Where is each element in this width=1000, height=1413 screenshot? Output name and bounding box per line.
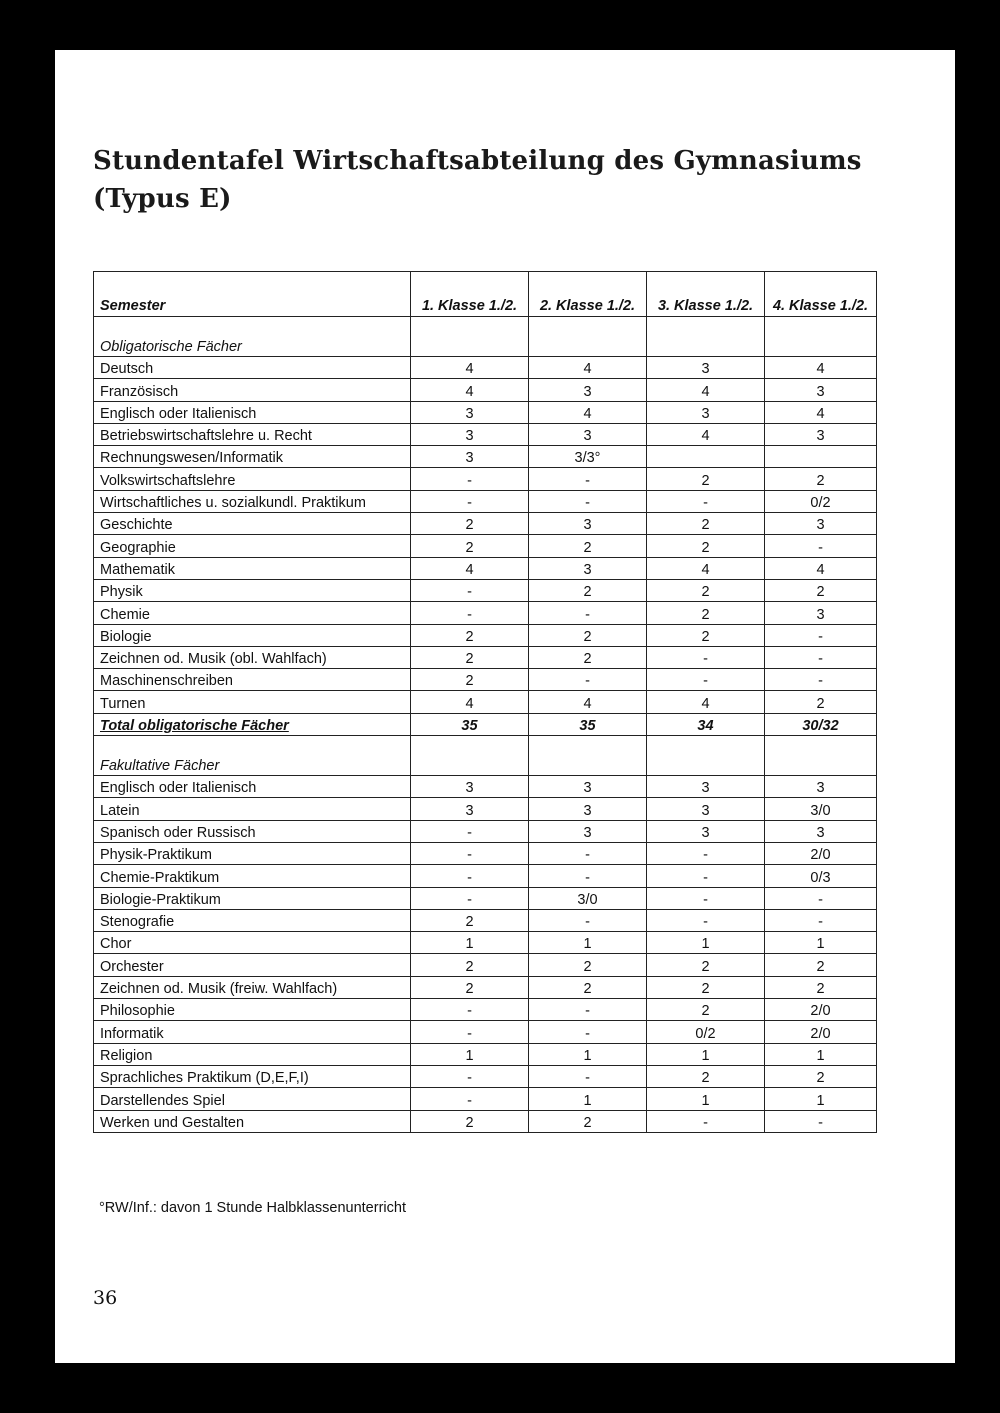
hours-cell: 4 <box>411 357 529 379</box>
table-row <box>94 842 877 864</box>
hours-cell: - <box>647 1110 765 1132</box>
hours-cell: - <box>765 1110 877 1132</box>
page-title <box>93 142 862 218</box>
table-row <box>94 646 877 668</box>
table-row <box>94 401 877 423</box>
subject-cell: Zeichnen od. Musik (obl. Wahlfach) <box>94 646 411 668</box>
hours-cell: 2 <box>647 976 765 998</box>
hours-cell: - <box>411 865 529 887</box>
hours-cell: - <box>411 820 529 842</box>
hours-cell: - <box>529 468 647 490</box>
document-page <box>55 50 955 1363</box>
subject-cell: Biologie <box>94 624 411 646</box>
hours-cell: 3/0 <box>765 798 877 820</box>
subject-cell: Turnen <box>94 691 411 713</box>
hours-cell: 1 <box>765 1088 877 1110</box>
subject-cell: Deutsch <box>94 357 411 379</box>
hours-cell: 2 <box>411 513 529 535</box>
hours-cell: 2 <box>647 999 765 1021</box>
hours-cell: 2 <box>647 468 765 490</box>
hours-cell: 3 <box>411 423 529 445</box>
hours-cell: - <box>529 909 647 931</box>
subject-cell: Mathematik <box>94 557 411 579</box>
hours-cell: 2 <box>411 1110 529 1132</box>
hours-cell: - <box>765 909 877 931</box>
hours-cell: 2 <box>765 468 877 490</box>
section-row-obligatory <box>94 317 877 357</box>
hours-cell: 2 <box>529 954 647 976</box>
table-row <box>94 468 877 490</box>
hours-cell: 4 <box>411 557 529 579</box>
table-row <box>94 423 877 445</box>
hours-cell: 1 <box>411 1043 529 1065</box>
table-row <box>94 602 877 624</box>
hours-cell: 4 <box>647 423 765 445</box>
hours-cell: 30/32 <box>765 713 877 735</box>
table-row <box>94 776 877 798</box>
hours-cell: 3 <box>765 776 877 798</box>
hours-cell: - <box>411 999 529 1021</box>
hours-cell: 2 <box>529 624 647 646</box>
hours-cell: - <box>647 669 765 691</box>
hours-cell: 2 <box>647 535 765 557</box>
hours-cell: 2 <box>647 579 765 601</box>
section-row-optional <box>94 736 877 776</box>
table-row <box>94 976 877 998</box>
section-label-obligatory: Obligatorische Fächer <box>94 317 411 357</box>
hours-cell: 2 <box>765 1065 877 1087</box>
hours-cell: - <box>765 535 877 557</box>
hours-cell: 35 <box>411 713 529 735</box>
table-row <box>94 557 877 579</box>
hours-cell: - <box>647 865 765 887</box>
hours-cell: 2 <box>411 624 529 646</box>
hours-cell: 2 <box>529 1110 647 1132</box>
hours-cell: 2 <box>647 1065 765 1087</box>
subject-cell: Werken und Gestalten <box>94 1110 411 1132</box>
hours-cell: - <box>529 865 647 887</box>
table-row <box>94 1110 877 1132</box>
header-semester: Semester <box>94 272 411 317</box>
table-row <box>94 1021 877 1043</box>
subject-cell: Geschichte <box>94 513 411 535</box>
subject-cell: Chor <box>94 932 411 954</box>
hours-cell: 2 <box>765 691 877 713</box>
subject-cell: Englisch oder Italienisch <box>94 776 411 798</box>
table-row <box>94 1088 877 1110</box>
hours-cell: 1 <box>647 1043 765 1065</box>
hours-cell: - <box>411 1088 529 1110</box>
subject-cell: Total obligatorische Fächer <box>94 713 411 735</box>
table-row <box>94 669 877 691</box>
header-klasse-3: 3. Klasse 1./2. <box>647 272 765 317</box>
hours-cell: 0/3 <box>765 865 877 887</box>
table-row <box>94 932 877 954</box>
hours-cell: 4 <box>411 691 529 713</box>
hours-cell: 3/3° <box>529 446 647 468</box>
subject-cell: Wirtschaftliches u. sozialkundl. Praktikum <box>94 490 411 512</box>
hours-cell: 2/0 <box>765 1021 877 1043</box>
hours-cell: 2 <box>411 909 529 931</box>
hours-cell: - <box>647 646 765 668</box>
page-number: 36 <box>93 1287 118 1309</box>
table-row <box>94 579 877 601</box>
table-row <box>94 513 877 535</box>
hours-cell: 2 <box>411 976 529 998</box>
subject-cell: Informatik <box>94 1021 411 1043</box>
hours-cell: 1 <box>765 1043 877 1065</box>
hours-cell: 3 <box>765 602 877 624</box>
hours-cell: 3 <box>529 776 647 798</box>
table-row <box>94 798 877 820</box>
subject-cell: Sprachliches Praktikum (D,E,F,I) <box>94 1065 411 1087</box>
table-row <box>94 624 877 646</box>
hours-cell: - <box>647 909 765 931</box>
subject-cell: Maschinenschreiben <box>94 669 411 691</box>
hours-cell: - <box>411 490 529 512</box>
table-row <box>94 379 877 401</box>
hours-cell: - <box>529 842 647 864</box>
title-line-1: Stundentafel Wirtschaftsabteilung des Gymnasiums <box>93 146 862 176</box>
footnote: °RW/Inf.: davon 1 Stunde Halbklassenunterricht <box>99 1200 406 1216</box>
subject-cell: Chemie <box>94 602 411 624</box>
header-klasse-4: 4. Klasse 1./2. <box>765 272 877 317</box>
hours-cell: 4 <box>647 557 765 579</box>
hours-cell: 4 <box>529 357 647 379</box>
hours-cell: 3 <box>647 820 765 842</box>
hours-cell: - <box>647 490 765 512</box>
hours-cell: 2 <box>765 976 877 998</box>
hours-cell <box>765 446 877 468</box>
hours-cell: 4 <box>647 379 765 401</box>
hours-cell: 3 <box>765 820 877 842</box>
hours-cell: 2 <box>529 535 647 557</box>
hours-cell: 1 <box>647 1088 765 1110</box>
hours-cell: 3/0 <box>529 887 647 909</box>
table-body <box>94 317 877 1133</box>
hours-cell: 3 <box>765 513 877 535</box>
hours-cell: 3 <box>647 401 765 423</box>
hours-cell: 4 <box>765 401 877 423</box>
hours-cell: - <box>411 1021 529 1043</box>
hours-cell <box>647 446 765 468</box>
subject-cell: Betriebswirtschaftslehre u. Recht <box>94 423 411 445</box>
hours-cell: 0/2 <box>765 490 877 512</box>
subject-cell: Zeichnen od. Musik (freiw. Wahlfach) <box>94 976 411 998</box>
hours-cell: 3 <box>647 357 765 379</box>
hours-cell: 2 <box>411 535 529 557</box>
total-row <box>94 713 877 735</box>
header-klasse-2: 2. Klasse 1./2. <box>529 272 647 317</box>
hours-cell: 3 <box>411 446 529 468</box>
subject-cell: Orchester <box>94 954 411 976</box>
hours-cell: - <box>765 624 877 646</box>
subject-cell: Physik <box>94 579 411 601</box>
table-row <box>94 1043 877 1065</box>
hours-cell: - <box>529 669 647 691</box>
subject-cell: Biologie-Praktikum <box>94 887 411 909</box>
hours-cell: 1 <box>411 932 529 954</box>
subject-cell: Volkswirtschaftslehre <box>94 468 411 490</box>
table-row <box>94 1065 877 1087</box>
hours-cell: 2 <box>529 976 647 998</box>
hours-cell: 34 <box>647 713 765 735</box>
hours-cell: - <box>529 602 647 624</box>
hours-cell: - <box>647 842 765 864</box>
hours-cell: - <box>529 1021 647 1043</box>
subject-cell: Latein <box>94 798 411 820</box>
hours-cell: 3 <box>765 423 877 445</box>
hours-cell: 2 <box>647 513 765 535</box>
table-row <box>94 909 877 931</box>
hours-cell: 2 <box>647 624 765 646</box>
subject-cell: Geographie <box>94 535 411 557</box>
hours-cell: 3 <box>411 776 529 798</box>
subject-cell: Stenografie <box>94 909 411 931</box>
subject-cell: Chemie-Praktikum <box>94 865 411 887</box>
hours-cell: 2 <box>647 602 765 624</box>
hours-cell: 3 <box>647 776 765 798</box>
hours-cell: 3 <box>529 379 647 401</box>
subject-cell: Spanisch oder Russisch <box>94 820 411 842</box>
section-label-optional: Fakultative Fächer <box>94 736 411 776</box>
hours-cell: - <box>647 887 765 909</box>
hours-cell: 0/2 <box>647 1021 765 1043</box>
hours-cell: - <box>411 579 529 601</box>
hours-cell: 1 <box>529 932 647 954</box>
header-klasse-1: 1. Klasse 1./2. <box>411 272 529 317</box>
hours-cell: 2 <box>411 954 529 976</box>
subject-cell: Darstellendes Spiel <box>94 1088 411 1110</box>
hours-cell: 2 <box>765 954 877 976</box>
hours-cell: - <box>765 646 877 668</box>
schedule-table <box>93 271 877 1133</box>
subject-cell: Rechnungswesen/Informatik <box>94 446 411 468</box>
hours-cell: 3 <box>529 513 647 535</box>
subject-cell: Philosophie <box>94 999 411 1021</box>
hours-cell: 3 <box>529 557 647 579</box>
subject-cell: Englisch oder Italienisch <box>94 401 411 423</box>
hours-cell: 4 <box>647 691 765 713</box>
subject-cell: Physik-Praktikum <box>94 842 411 864</box>
hours-cell: 4 <box>529 401 647 423</box>
table-row <box>94 490 877 512</box>
hours-cell: 2/0 <box>765 999 877 1021</box>
table-row <box>94 865 877 887</box>
subject-cell: Religion <box>94 1043 411 1065</box>
hours-cell: 4 <box>529 691 647 713</box>
hours-cell: 35 <box>529 713 647 735</box>
table-row <box>94 887 877 909</box>
hours-cell: 4 <box>411 379 529 401</box>
hours-cell: - <box>411 1065 529 1087</box>
table-row <box>94 446 877 468</box>
hours-cell: 3 <box>529 820 647 842</box>
hours-cell: 2/0 <box>765 842 877 864</box>
table-row <box>94 535 877 557</box>
hours-cell: - <box>529 490 647 512</box>
hours-cell: - <box>411 842 529 864</box>
subject-cell: Französisch <box>94 379 411 401</box>
hours-cell: 1 <box>529 1043 647 1065</box>
hours-cell: 3 <box>529 798 647 820</box>
hours-cell: 3 <box>647 798 765 820</box>
table-row <box>94 820 877 842</box>
table-row <box>94 357 877 379</box>
hours-cell: 2 <box>411 646 529 668</box>
hours-cell: - <box>411 887 529 909</box>
hours-cell: 1 <box>647 932 765 954</box>
hours-cell: 2 <box>529 646 647 668</box>
table-row <box>94 999 877 1021</box>
hours-cell: 1 <box>529 1088 647 1110</box>
hours-cell: 2 <box>411 669 529 691</box>
hours-cell: 2 <box>647 954 765 976</box>
hours-cell: 4 <box>765 557 877 579</box>
hours-cell: 3 <box>765 379 877 401</box>
title-line-2: (Typus E) <box>93 184 232 214</box>
hours-cell: - <box>765 669 877 691</box>
hours-cell: 1 <box>765 932 877 954</box>
hours-cell: - <box>765 887 877 909</box>
hours-cell: 2 <box>529 579 647 601</box>
hours-cell: - <box>529 1065 647 1087</box>
table-row <box>94 691 877 713</box>
table-row <box>94 954 877 976</box>
hours-cell: 4 <box>765 357 877 379</box>
hours-cell: 2 <box>765 579 877 601</box>
hours-cell: 3 <box>411 401 529 423</box>
hours-cell: 3 <box>411 798 529 820</box>
hours-cell: 3 <box>529 423 647 445</box>
hours-cell: - <box>529 999 647 1021</box>
header-row <box>94 272 877 317</box>
hours-cell: - <box>411 602 529 624</box>
hours-cell: - <box>411 468 529 490</box>
